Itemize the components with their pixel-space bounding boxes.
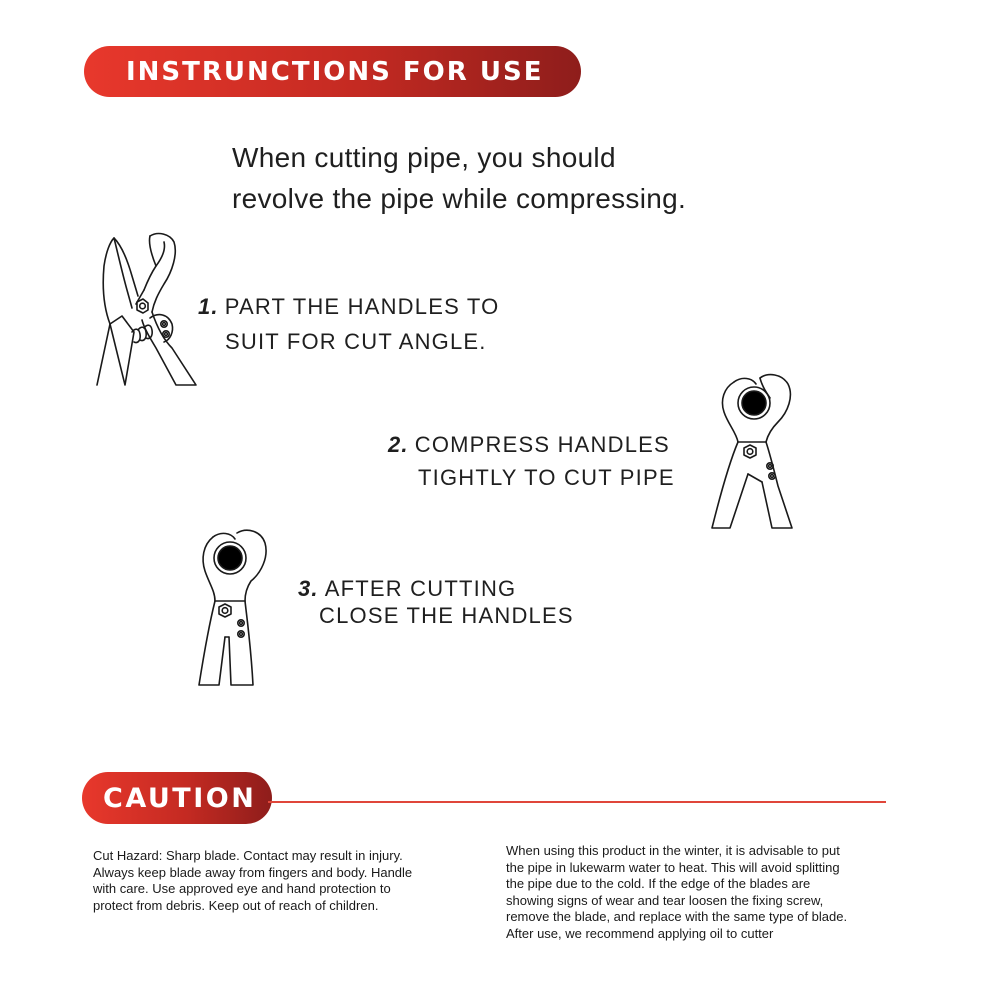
intro-line-1: When cutting pipe, you should <box>232 142 616 173</box>
caution-left-line: Always keep blade away from fingers and body. Handle <box>93 864 413 880</box>
caution-left-line: Cut Hazard: Sharp blade. Contact may result in injury. <box>93 848 403 863</box>
caution-title-text: CAUTION <box>103 782 257 814</box>
step-1 <box>198 290 499 358</box>
caution-hazard-text <box>93 848 412 914</box>
caution-right-line: After use, we recommend applying oil to cutter <box>506 925 774 941</box>
caution-title <box>82 772 272 824</box>
step-3-line-1: AFTER CUTTING <box>324 576 517 601</box>
caution-maintenance-text <box>506 843 847 942</box>
caution-right-line: remove the blade, and replace with the same type of blade. <box>506 909 848 924</box>
caution-left-line: with care. Use approved eye and hand protection to <box>93 881 391 896</box>
pipe-cutter-with-pipe-icon <box>708 370 800 532</box>
step-1-line-2: SUIT FOR CUT ANGLE. <box>225 329 487 354</box>
pipe-cutter-closed-icon <box>193 527 271 689</box>
caution-left-line: protect from debris. Keep out of reach of children. <box>93 897 379 913</box>
caution-right-line: showing signs of wear and tear loosen the fixing screw, <box>506 892 824 908</box>
pipe-cutter-open-icon <box>92 228 202 390</box>
intro-text <box>232 137 832 219</box>
step-3-line-2: CLOSE THE HANDLES <box>319 603 574 628</box>
caution-right-line: When using this product in the winter, it is advisable to put <box>506 843 840 858</box>
caution-divider <box>268 801 886 803</box>
instructions-title <box>84 46 581 97</box>
step-2-line-1: COMPRESS HANDLES <box>414 432 670 457</box>
step-2-number: 2. <box>388 432 409 457</box>
step-3 <box>298 575 574 629</box>
step-1-number: 1. <box>198 294 219 319</box>
instructions-title-text: INSTRUNCTIONS FOR USE <box>126 56 544 87</box>
caution-right-line: the pipe in lukewarm water to heat. This will avoid splitting <box>506 859 840 875</box>
step-2 <box>388 428 675 494</box>
caution-right-line: the pipe due to the cold. If the edge of the blades are <box>506 876 811 891</box>
step-2-line-2: TIGHTLY TO CUT PIPE <box>418 465 675 490</box>
step-3-number: 3. <box>298 576 319 601</box>
step-1-line-1: PART THE HANDLES TO <box>224 294 500 319</box>
intro-line-2: revolve the pipe while compressing. <box>232 183 687 214</box>
